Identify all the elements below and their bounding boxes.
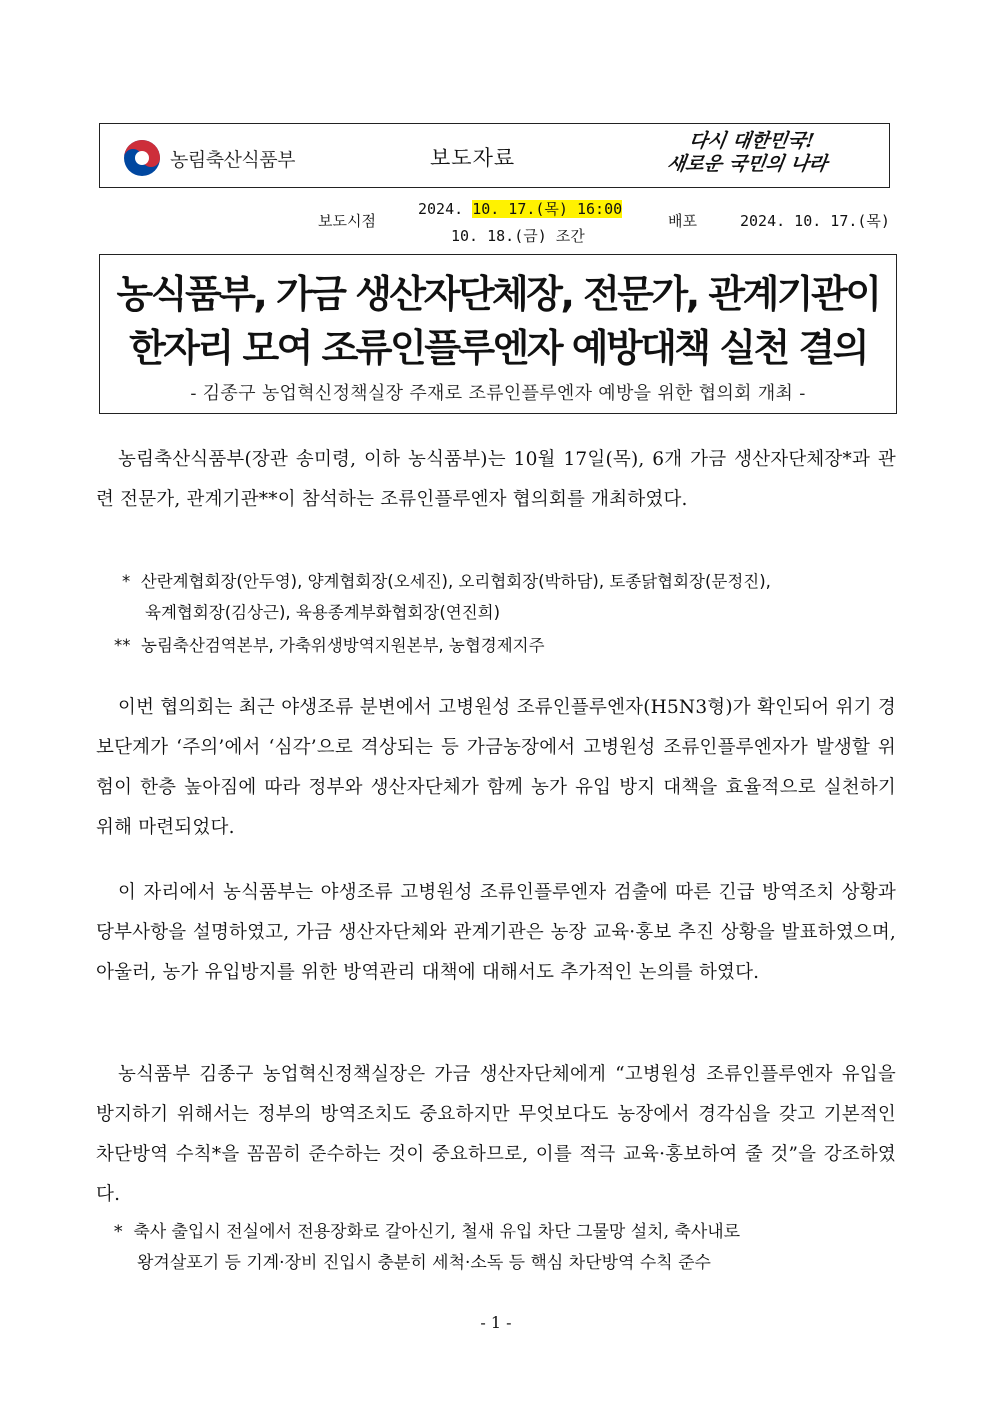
document-type: 보도자료 xyxy=(430,146,516,170)
release-label: 보도시점 xyxy=(318,212,376,230)
taegeuk-emblem-icon xyxy=(122,138,162,178)
paragraph-4-text: 농식품부 김종구 농업혁신정책실장은 가금 생산자단체에게 “고병원성 조류인플루엔자 유입을 방지하기 위해서는 정부의 방역조치도 중요하지만 무엇보다도 농장에서 경각심을 갖고 기본적인 차단방역 수칙*을 꼼꼼히 준수하는 것이 중요하므로, 이를 적극 교육·홍보하여 줄 것”을 강조하였다. xyxy=(96,1064,896,1205)
ministry-name: 농림축산식품부 xyxy=(170,148,295,171)
paragraph-3 xyxy=(96,873,896,993)
paragraph-2 xyxy=(96,688,896,848)
paragraph-3-text: 이 자리에서 농식품부는 야생조류 고병원성 조류인플루엔자 검출에 따른 긴급 방역조치 상황과 당부사항을 설명하였고, 가금 생산자단체와 관계기관은 농장 교육·홍보 추진 상황을 발표하였으며, 아울러, 농가 유입방지를 위한 방역관리 대책에 대해서도 추가적인 논의를 하였다. xyxy=(96,882,896,983)
title-box xyxy=(99,254,897,414)
paragraph-4 xyxy=(96,1055,896,1215)
page-number: - 1 - xyxy=(480,1313,512,1332)
footnote-3-text-1: 축사 출입시 전실에서 전용장화로 갈아신기, 철새 유입 차단 그물망 설치, 축사내로 xyxy=(133,1222,741,1242)
release-embargo: 10. 18.(금) 조간 xyxy=(451,227,585,245)
footnote-2 xyxy=(114,630,894,661)
footnote-1-text-1: 산란계협회장(안두영), 양계협회장(오세진), 오리협회장(박하담), 토종닭협회장(문정진), xyxy=(140,572,771,591)
distribution-date: 2024. 10. 17.(목) xyxy=(740,212,890,230)
header-box xyxy=(99,123,890,188)
slogan xyxy=(667,130,867,180)
distribution-label: 배포 xyxy=(668,212,697,230)
headline-line-2: 한자리 모여 조류인플루엔자 예방대책 실천 결의 xyxy=(129,326,867,370)
subtitle: - 김종구 농업혁신정책실장 주재로 조류인플루엔자 예방을 위한 협의회 개최 - xyxy=(190,383,806,404)
paragraph-2-text: 이번 협의회는 최근 야생조류 분변에서 고병원성 조류인플루엔자(H5N3형)가 확인되어 위기 경보단계가 ‘주의’에서 ‘심각’으로 격상되는 등 가금농장에서 고병원성 조류인플루엔자가 발생할 위험이 한층 높아짐에 따라 정부와 생산자단체가 함께 농가 유입 방지 대책을 효율적으로 실천하기 위해 마련되었다. xyxy=(96,697,896,838)
footnote-1-line-2: 육계협회장(김상근), 육용종계부화협회장(연진희) xyxy=(145,603,501,622)
ministry-logo xyxy=(122,138,295,178)
footnote-2-text: 농림축산검역본부, 가축위생방역지원본부, 농협경제지주 xyxy=(141,636,545,655)
footnote-3-line-2: 왕겨살포기 등 기계·장비 진입시 충분히 세척·소독 등 핵심 차단방역 수칙 준수 xyxy=(137,1253,711,1273)
footnote-3-line-1 xyxy=(114,1217,904,1248)
headline-line-1: 농식품부, 가금 생산자단체장, 전문가, 관계기관이 xyxy=(116,272,880,316)
release-date xyxy=(418,198,622,219)
footnote-3-mark: * xyxy=(114,1222,123,1242)
footnote-1-line-1 xyxy=(122,566,902,597)
paragraph-1-text: 농림축산식품부(장관 송미령, 이하 농식품부)는 10월 17일(목), 6개 가금 생산자단체장*과 관련 전문가, 관계기관**이 참석하는 조류인플루엔자 협의회를 개최하였다. xyxy=(96,449,896,510)
footnote-2-mark: ** xyxy=(114,636,131,655)
footnote-1-mark: * xyxy=(122,572,131,591)
release-date-highlight: 10. 17.(목) 16:00 xyxy=(472,200,623,218)
slogan-line-2: 새로운 국민의 나라 xyxy=(665,153,829,175)
release-year: 2024. xyxy=(418,200,464,218)
slogan-line-1: 다시 대한민국! xyxy=(687,130,816,152)
paragraph-1 xyxy=(96,440,896,520)
